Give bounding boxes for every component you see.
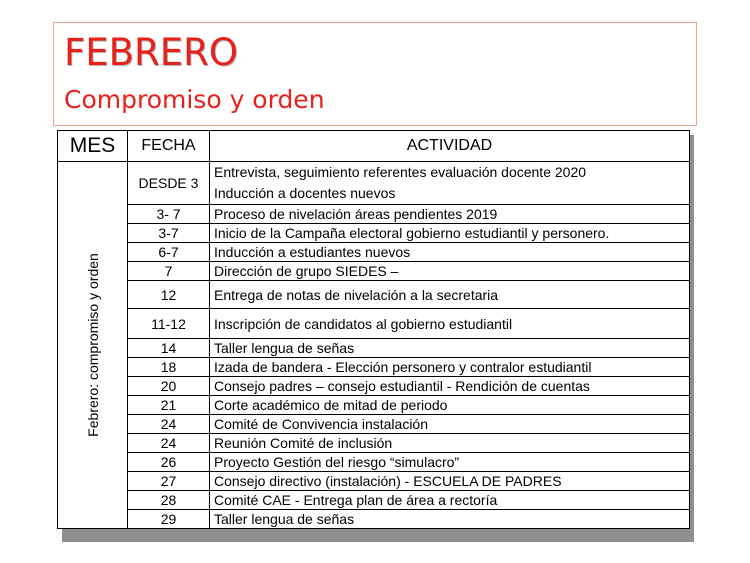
table-row	[58, 510, 690, 529]
header-mes: MES	[58, 131, 128, 162]
fecha-cell: 28	[128, 491, 210, 510]
fecha-cell: 18	[128, 358, 210, 377]
actividad-cell: Corte académico de mitad de periodo	[210, 396, 690, 415]
fecha-cell: 26	[128, 453, 210, 472]
actividad-line-2: Inducción a docentes nuevos	[214, 185, 396, 201]
fecha-cell: 3-7	[128, 224, 210, 243]
actividad-cell: Comité CAE - Entrega plan de área a rectoría	[210, 491, 690, 510]
fecha-cell: 21	[128, 396, 210, 415]
table-row	[58, 453, 690, 472]
actividad-cell: Taller lengua de señas	[210, 339, 690, 358]
header-fecha: FECHA	[128, 131, 210, 162]
table-row	[58, 491, 690, 510]
table-row	[58, 339, 690, 358]
fecha-cell: 20	[128, 377, 210, 396]
fecha-cell: 24	[128, 434, 210, 453]
actividad-cell: Inicio de la Campaña electoral gobierno estudiantil y personero.	[210, 224, 690, 243]
actividad-cell: Consejo directivo (instalación) - ESCUELA DE PADRES	[210, 472, 690, 491]
title-main: FEBRERO	[64, 31, 238, 74]
fecha-cell: 14	[128, 339, 210, 358]
actividad-cell: Inducción a estudiantes nuevos	[210, 243, 690, 262]
fecha-cell: 7	[128, 262, 210, 281]
fecha-cell: 27	[128, 472, 210, 491]
actividad-cell: Consejo padres – consejo estudiantil - Rendición de cuentas	[210, 377, 690, 396]
fecha-cell: 12	[128, 281, 210, 309]
mes-label: Febrero: compromiso y orden	[84, 253, 101, 437]
fecha-cell: 29	[128, 510, 210, 529]
table-row	[58, 243, 690, 262]
table-row	[58, 281, 690, 309]
table-row	[58, 434, 690, 453]
actividad-cell: Comité de Convivencia instalación	[210, 415, 690, 434]
table-row	[58, 472, 690, 491]
title-box	[53, 22, 697, 126]
fecha-cell: 24	[128, 415, 210, 434]
fecha-cell: DESDE 3	[128, 162, 210, 205]
table-row	[58, 262, 690, 281]
schedule-table	[57, 130, 690, 529]
mes-cell	[58, 162, 128, 529]
table-row	[58, 205, 690, 224]
table-row	[58, 377, 690, 396]
table-row	[58, 415, 690, 434]
fecha-cell: 6-7	[128, 243, 210, 262]
table-row	[58, 358, 690, 377]
title-sub: Compromiso y orden	[64, 85, 325, 114]
fecha-cell: 11-12	[128, 309, 210, 339]
actividad-cell: Proceso de nivelación áreas pendientes 2019	[210, 205, 690, 224]
actividad-line-1: Entrevista, seguimiento referentes evaluación docente 2020	[214, 164, 587, 180]
table-row	[58, 309, 690, 339]
actividad-cell: Dirección de grupo SIEDES –	[210, 262, 690, 281]
actividad-cell	[210, 162, 690, 205]
actividad-cell: Reunión Comité de inclusión	[210, 434, 690, 453]
fecha-cell: 3- 7	[128, 205, 210, 224]
header-row	[58, 131, 690, 162]
actividad-cell: Proyecto Gestión del riesgo “simulacro”	[210, 453, 690, 472]
actividad-cell: Taller lengua de señas	[210, 510, 690, 529]
actividad-cell: Inscripción de candidatos al gobierno estudiantil	[210, 309, 690, 339]
header-actividad: ACTIVIDAD	[210, 131, 690, 162]
actividad-cell: Izada de bandera - Elección personero y contralor estudiantil	[210, 358, 690, 377]
table-row	[58, 224, 690, 243]
table-row	[58, 396, 690, 415]
actividad-cell: Entrega de notas de nivelación a la secretaria	[210, 281, 690, 309]
table-row	[58, 162, 690, 205]
